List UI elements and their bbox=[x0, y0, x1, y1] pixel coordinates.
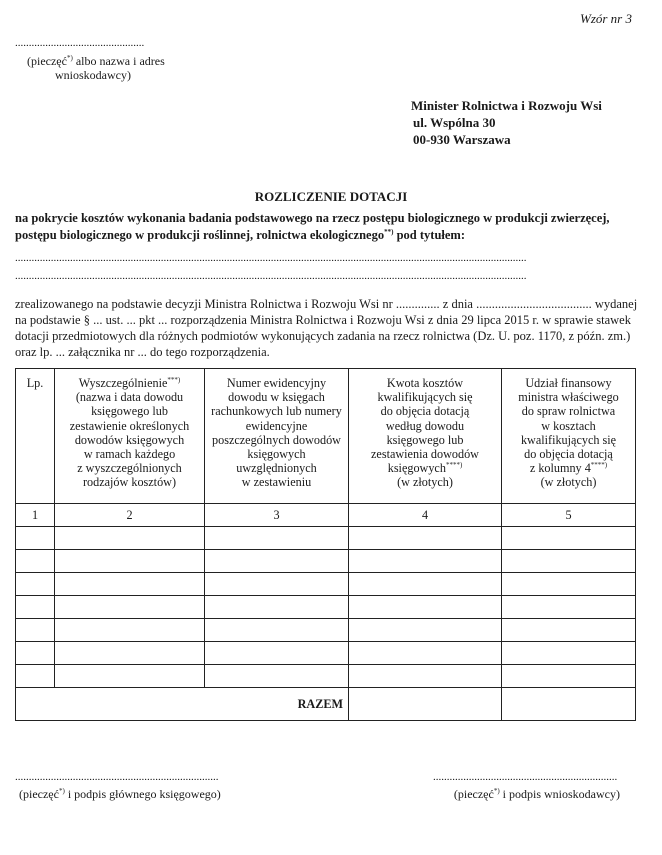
table-cell[interactable] bbox=[205, 642, 349, 665]
signature-applicant bbox=[433, 772, 638, 802]
table-cell[interactable] bbox=[55, 642, 205, 665]
table-cell[interactable] bbox=[502, 619, 636, 642]
table-cell[interactable] bbox=[16, 573, 55, 596]
addressee-city: 00-930 Warszawa bbox=[413, 132, 511, 147]
column-number-row bbox=[16, 504, 636, 527]
signature-chief-accountant bbox=[15, 772, 245, 802]
table-cell[interactable] bbox=[349, 550, 502, 573]
table-cell[interactable] bbox=[55, 665, 205, 688]
table-header-row bbox=[16, 369, 636, 504]
settlement-table bbox=[15, 368, 636, 721]
addressee bbox=[411, 97, 602, 148]
header-financial-share: Udział finansowy ministra właściwego do spraw rolnictwa w kosztach kwalifikujących się do objęcia dotacją z kolumny 4****) (w złotych) bbox=[502, 369, 636, 504]
total-cost-amount[interactable] bbox=[349, 688, 502, 721]
table-row bbox=[16, 527, 636, 550]
table-cell[interactable] bbox=[502, 527, 636, 550]
column-number: 5 bbox=[502, 504, 636, 527]
signature-caption: (pieczęć*) i podpis wnioskodawcy) bbox=[453, 787, 620, 801]
form-number: Wzór nr 3 bbox=[579, 11, 632, 26]
stamp-block bbox=[15, 38, 215, 82]
table-cell[interactable] bbox=[16, 665, 55, 688]
table-row bbox=[16, 642, 636, 665]
title-dotted-line-1: .......................................................................................................................................................................................... bbox=[15, 252, 527, 264]
header-record-number: Numer ewidencyjny dowodu w księgach rachunkowych lub numery ewidencyjne poszczególnych dowodów księgowych uwzględnionych w zestawieniu bbox=[205, 369, 349, 504]
signature-dots: .......................................................................... bbox=[15, 772, 219, 783]
table-cell[interactable] bbox=[16, 596, 55, 619]
addressee-street: ul. Wspólna 30 bbox=[413, 115, 496, 130]
body-paragraph: zrealizowanego na podstawie decyzji Ministra Rolnictwa i Rozwoju Wsi nr .............. z dnia ..................................... wydanej na podstawie § ... ust. ... pkt ... rozporządzenia Ministra Rolnictwa i Rozwoju Wsi z dnia 29 lipca 2015 r. w sprawie stawek dotacji przedmiotowych dla różnych podmiotów wykonujących zadania na rzecz rolnictwa (Dz. U. poz. 1170, z późn. zm.) oraz lp. ... załącznika nr ... do tego rozporządzenia. bbox=[15, 297, 638, 359]
table-cell[interactable] bbox=[502, 550, 636, 573]
table-cell[interactable] bbox=[16, 642, 55, 665]
table-row bbox=[16, 619, 636, 642]
header-cost-amount: Kwota kosztów kwalifikujących się do objęcia dotacją według dowodu księgowego lub zestawienia dowodów księgowych****) (w złotych) bbox=[349, 369, 502, 504]
header-lp: Lp. bbox=[16, 369, 55, 504]
stamp-caption: (pieczęć*) albo nazwa i adres bbox=[27, 54, 165, 68]
table-cell[interactable] bbox=[349, 573, 502, 596]
table-cell[interactable] bbox=[205, 619, 349, 642]
stamp-caption-line2: wnioskodawcy) bbox=[55, 68, 131, 82]
signature-caption: (pieczęć*) i podpis głównego księgowego) bbox=[19, 787, 221, 801]
table-cell[interactable] bbox=[55, 527, 205, 550]
table-cell[interactable] bbox=[205, 665, 349, 688]
table-cell[interactable] bbox=[502, 642, 636, 665]
table-cell[interactable] bbox=[349, 642, 502, 665]
column-number: 3 bbox=[205, 504, 349, 527]
column-number: 4 bbox=[349, 504, 502, 527]
total-financial-share[interactable] bbox=[502, 688, 636, 721]
column-number: 2 bbox=[55, 504, 205, 527]
table-cell[interactable] bbox=[16, 527, 55, 550]
title-dotted-line-2: .......................................................................................................................................................................................... bbox=[15, 270, 527, 282]
table-cell[interactable] bbox=[55, 619, 205, 642]
table-cell[interactable] bbox=[16, 619, 55, 642]
table-cell[interactable] bbox=[55, 573, 205, 596]
total-label: RAZEM bbox=[16, 688, 349, 721]
table-row bbox=[16, 596, 636, 619]
addressee-name: Minister Rolnictwa i Rozwoju Wsi bbox=[411, 98, 602, 113]
table-cell[interactable] bbox=[502, 596, 636, 619]
total-row bbox=[16, 688, 636, 721]
table-cell[interactable] bbox=[55, 596, 205, 619]
table-cell[interactable] bbox=[16, 550, 55, 573]
table-cell[interactable] bbox=[502, 573, 636, 596]
table-row bbox=[16, 573, 636, 596]
table-cell[interactable] bbox=[349, 665, 502, 688]
column-number: 1 bbox=[16, 504, 55, 527]
document-title: ROZLICZENIE DOTACJI bbox=[254, 189, 408, 204]
table-cell[interactable] bbox=[502, 665, 636, 688]
signature-dots: ................................................................... bbox=[433, 772, 618, 783]
table-row bbox=[16, 665, 636, 688]
header-specification: Wyszczególnienie***) (nazwa i data dowodu księgowego lub zestawienie określonych dowodów księgowych w ramach każdego z wyszczególnionych rodzajów kosztów) bbox=[55, 369, 205, 504]
stamp-dots: ............................................... bbox=[15, 38, 145, 49]
table-cell[interactable] bbox=[349, 596, 502, 619]
table-cell[interactable] bbox=[349, 619, 502, 642]
document-subtitle: na pokrycie kosztów wykonania badania podstawowego na rzecz postępu biologicznego w produkcji zwierzęcej, postępu biologicznego w produkcji roślinnej, rolnictwa ekologicznego**) pod tytułem: bbox=[15, 211, 610, 242]
table-cell[interactable] bbox=[205, 527, 349, 550]
table-cell[interactable] bbox=[205, 573, 349, 596]
table-row bbox=[16, 550, 636, 573]
table-cell[interactable] bbox=[205, 596, 349, 619]
table-cell[interactable] bbox=[55, 550, 205, 573]
table-cell[interactable] bbox=[349, 527, 502, 550]
table-cell[interactable] bbox=[205, 550, 349, 573]
